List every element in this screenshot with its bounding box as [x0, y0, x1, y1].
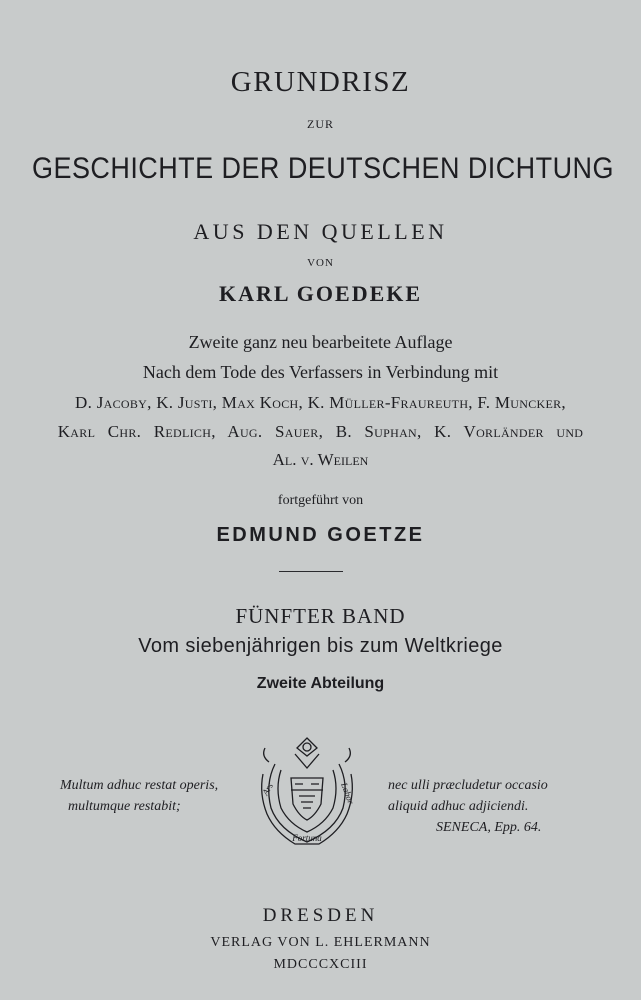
edition-line: Zweite ganz neu bearbeitete Auflage: [188, 332, 453, 352]
epigraph-left: [60, 775, 218, 817]
epigraph-source: SENECA, Epp. 64.: [436, 820, 542, 835]
main-title: GESCHICHTE DER DEUTSCHEN DICHTUNG: [32, 152, 614, 185]
collaborators-line: Karl Chr. Redlich, Aug. Sauer, B. Suphan, K. Vorländer und: [57, 422, 584, 441]
imprint-year: MDCCCXCIII: [273, 957, 368, 972]
continued-by-label: fortgeführt von: [277, 493, 364, 508]
epigraph-right: [388, 775, 548, 838]
title-line-1: GRUNDRISZ: [230, 66, 411, 98]
collaborators-line: Al. v. Weilen: [272, 450, 369, 469]
collaborators-line: D. Jacoby, K. Justi, Max Koch, K. Müller-Fraureuth, F. Muncker,: [75, 393, 566, 412]
imprint-publisher: VERLAG VON L. EHLERMANN: [210, 935, 431, 950]
title-zur: ZUR: [307, 117, 334, 131]
divider-rule: [279, 571, 343, 572]
editor-name: EDMUND GOETZE: [216, 524, 425, 546]
publisher-emblem-icon: [255, 734, 359, 850]
imprint-city: DRESDEN: [262, 905, 379, 926]
subtitle: AUS DEN QUELLEN: [193, 219, 448, 244]
volume-subtitle: Vom siebenjährigen bis zum Weltkriege: [138, 635, 503, 657]
volume-title: FÜNFTER BAND: [235, 604, 406, 628]
edition-line: Nach dem Tode des Verfassers in Verbindung mit: [142, 362, 499, 382]
author-name: KARL GOEDEKE: [218, 281, 423, 306]
part-label: Zweite Abteilung: [256, 675, 385, 692]
emblem-motto-bottom: Fortuna: [292, 833, 322, 843]
epigraph-line: aliquid adhuc adjiciendi.: [388, 799, 529, 814]
epigraph-line: Multum adhuc restat operis,: [60, 778, 219, 793]
epigraph-line: multumque restabit;: [68, 799, 181, 814]
emblem-motto-right: Labor: [339, 781, 357, 806]
epigraph-line: nec ulli præcludetur occasio: [388, 778, 548, 793]
emblem-motto-left: Ars: [260, 781, 275, 797]
von-label: VON: [307, 257, 334, 269]
